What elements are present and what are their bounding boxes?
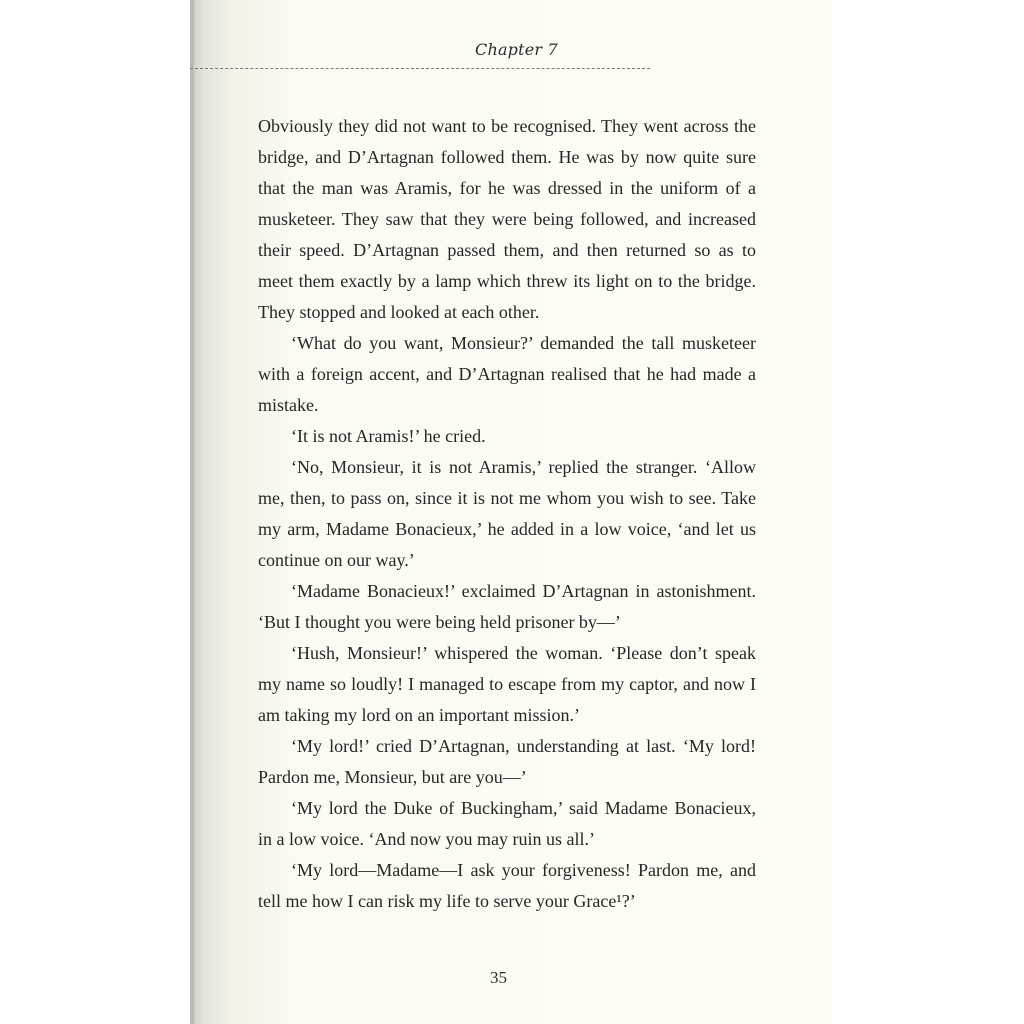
page-number: 35 [490, 968, 507, 987]
paragraph-8: ‘My lord the Duke of Buckingham,’ said Madame Bonacieux, in a low voice. ‘And now you may ruin us all.’ [258, 798, 756, 849]
chapter-title: Chapter 7 [475, 40, 558, 59]
paragraph-4: ‘No, Monsieur, it is not Aramis,’ replied the stranger. ‘Allow me, then, to pass on, since it is not me whom you wish to see. Take my arm, Madame Bonacieux,’ he added in a low voice, ‘and let us continue on our way.’ [258, 457, 756, 570]
paragraph-1: Obviously they did not want to be recognised. They went across the bridge, and D’Artagnan followed them. He was by now quite sure that the man was Aramis, for he was dressed in the uniform of a musketeer. They saw that they were being followed, and increased their speed. D’Artagnan passed them, and then returned so as to meet them exactly by a lamp which threw its light on to the bridge. They stopped and looked at each other. [258, 116, 756, 322]
paragraph-7: ‘My lord!’ cried D’Artagnan, understanding at last. ‘My lord! Pardon me, Monsieur, but are you—’ [258, 736, 756, 787]
paragraph-9: ‘My lord—Madame—I ask your forgiveness! Pardon me, and tell me how I can risk my life to serve your Grace¹?’ [258, 860, 756, 911]
paragraph-5: ‘Madame Bonacieux!’ exclaimed D’Artagnan in astonishment. ‘But I thought you were being held prisoner by—’ [258, 581, 756, 632]
paragraph-2: ‘What do you want, Monsieur?’ demanded the tall musketeer with a foreign accent, and D’Artagnan realised that he had made a mistake. [258, 333, 756, 415]
paragraph-3: ‘It is not Aramis!’ he cried. [291, 426, 486, 446]
paragraph-6: ‘Hush, Monsieur!’ whispered the woman. ‘Please don’t speak my name so loudly! I managed to escape from my captor, and now I am taking my lord on an important mission.’ [258, 643, 756, 725]
header-rule [190, 68, 650, 69]
book-page [190, 0, 832, 1024]
page-body [258, 111, 756, 917]
